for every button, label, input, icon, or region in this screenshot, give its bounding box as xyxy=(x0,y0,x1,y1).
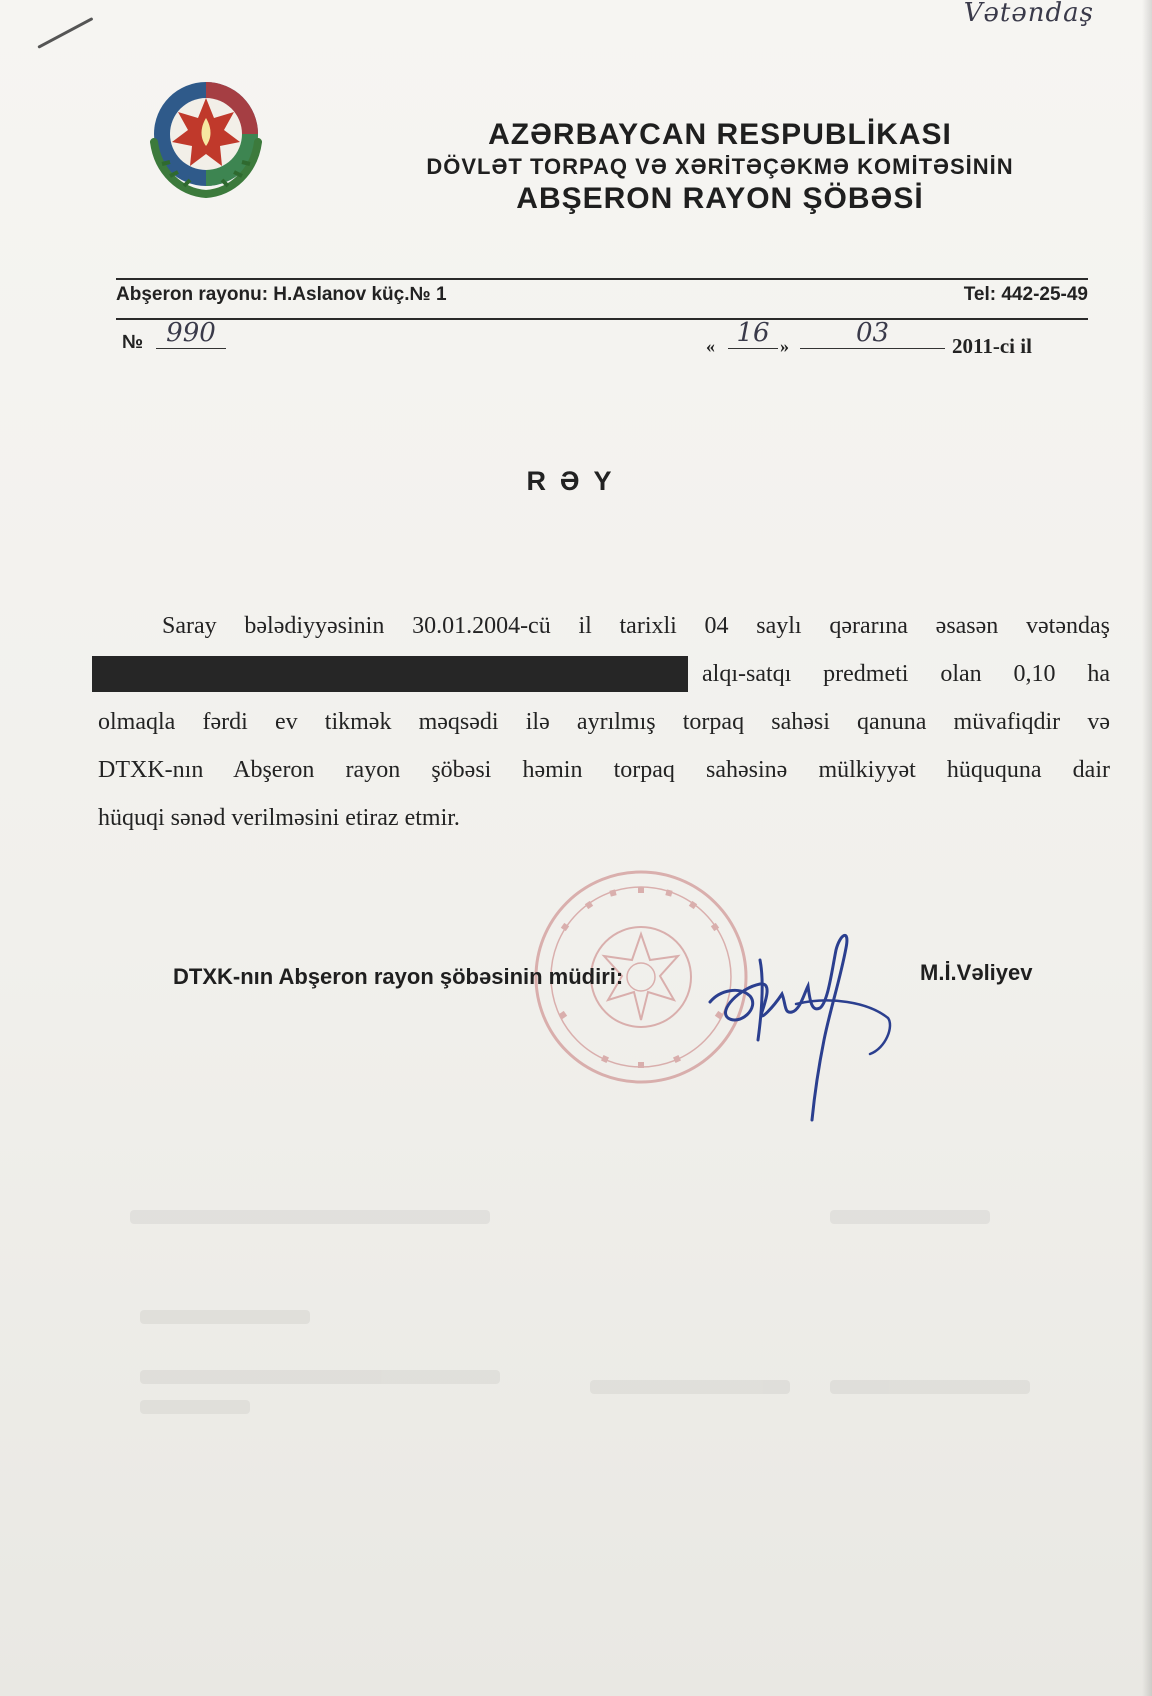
reverse-side-bleed xyxy=(130,1190,1030,1450)
letterhead xyxy=(340,118,1100,216)
document-title: RƏY xyxy=(526,466,626,496)
date-day: 16 xyxy=(728,318,778,349)
letterhead-committee: DÖVLƏT TORPAQ VƏ XƏRİTƏÇƏKMƏ KOMİTƏSİNİN xyxy=(426,154,1014,179)
address-text: Abşeron rayonu: H.Aslanov küç.№ 1 xyxy=(116,284,447,305)
phone-text: Tel: 442-25-49 xyxy=(963,284,1088,305)
state-emblem-icon xyxy=(140,72,272,204)
corner-handwritten-note: Vətəndaş xyxy=(963,0,1094,28)
contact-row xyxy=(116,284,1088,314)
registration-date xyxy=(700,318,1090,366)
body-line-2 xyxy=(98,650,1110,698)
pen-mark xyxy=(37,17,93,49)
header-rule-top xyxy=(116,278,1088,280)
number-value: 990 xyxy=(156,318,226,349)
number-label: № xyxy=(122,332,144,353)
body-line-5: hüquqi sənəd verilməsini etiraz etmir. xyxy=(98,805,460,831)
handwritten-signature-icon xyxy=(700,930,900,1140)
signatory-title: DTXK-nın Abşeron rayon şöbəsinin müdiri: xyxy=(173,964,624,989)
date-month: 03 xyxy=(800,318,945,349)
body-line-3: olmaqla fərdi ev tikmək məqsədi ilə ayrılmış torpaq sahəsi qanuna müvafiqdir və xyxy=(98,709,1110,735)
date-year: 2011-ci il xyxy=(952,334,1032,358)
letterhead-department: ABŞERON RAYON ŞÖBƏSİ xyxy=(516,182,924,215)
body-line-4: DTXK-nın Abşeron rayon şöbəsi həmin torpaq sahəsinə mülkiyyət hüququna dair xyxy=(98,757,1110,783)
body-line-1: Saray bələdiyyəsinin 30.01.2004-cü il tarixli 04 saylı qərarına əsasən vətəndaş xyxy=(162,613,1110,639)
letterhead-country: AZƏRBAYCAN RESPUBLİKASI xyxy=(488,118,952,151)
date-open-quote: « xyxy=(706,336,715,356)
registration-number xyxy=(122,318,216,354)
document-body xyxy=(98,602,1110,842)
body-line-2-text: alqı-satqı predmeti olan 0,10 ha xyxy=(702,661,1110,687)
signatory-name: M.İ.Vəliyev xyxy=(920,960,1033,985)
date-close-quote: » xyxy=(780,336,789,356)
redaction-bar xyxy=(92,656,688,692)
